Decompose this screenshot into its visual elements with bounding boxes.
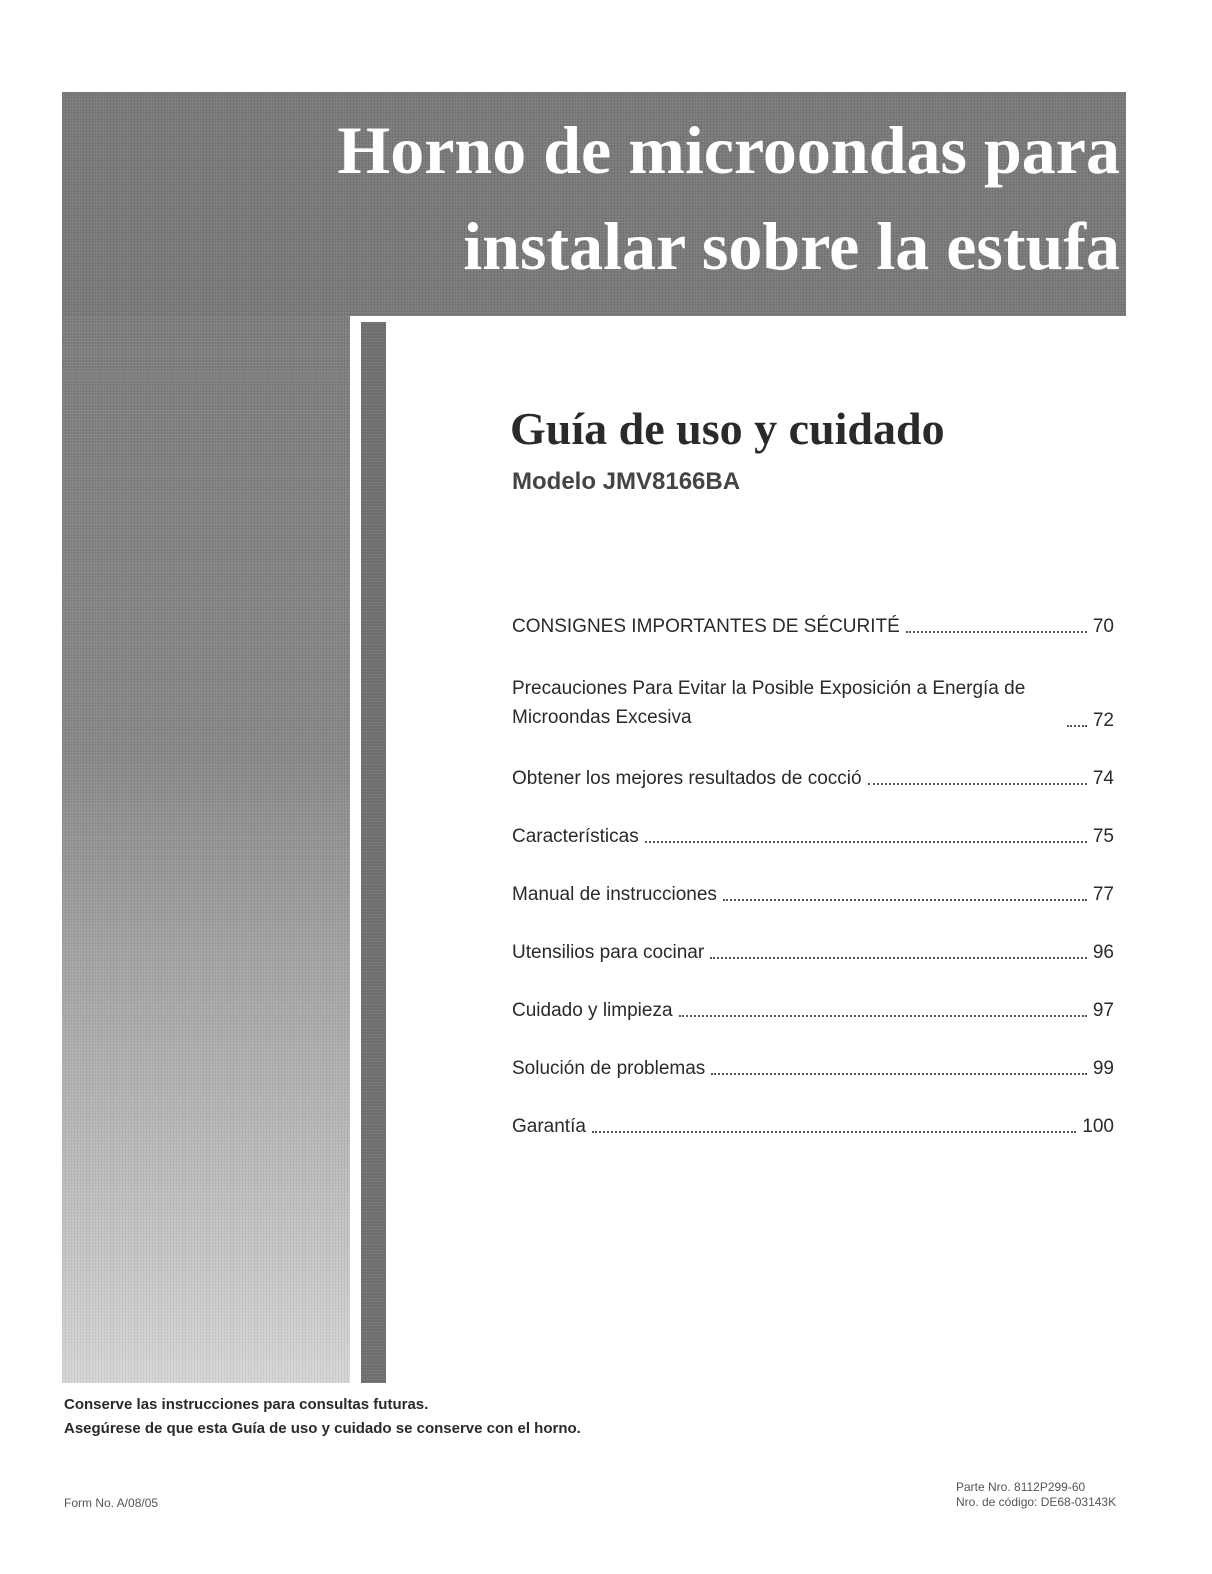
toc-entry-instructions[interactable] — [512, 884, 1114, 906]
banner-title-line-1: Horno de microondas para — [337, 112, 1120, 188]
toc-entry-label: CONSIGNES IMPORTANTES DE SÉCURITÉ — [512, 616, 900, 637]
note-line-1: Conserve las instrucciones para consultas futuras. — [64, 1396, 429, 1413]
toc-leader-dots — [710, 957, 1087, 959]
toc-leader-dots — [679, 1015, 1087, 1017]
toc-leader-dots — [868, 783, 1087, 785]
form-number: Form No. A/08/05 — [64, 1496, 159, 1510]
toc-page-number: 74 — [1092, 768, 1114, 789]
table-of-contents — [512, 616, 1114, 1174]
toc-page-number: 75 — [1092, 826, 1114, 847]
note-line-2: Asegúrese de que esta Guía de uso y cuidado se conserve con el horno. — [64, 1420, 581, 1437]
toc-entry-label: Garantía — [512, 1116, 586, 1137]
toc-entry-label: Manual de instrucciones — [512, 884, 717, 905]
toc-entry-label: Cuidado y limpieza — [512, 1000, 673, 1021]
decorative-gradient-panel — [62, 316, 350, 1383]
toc-entry-label: Precauciones Para Evitar la Posible Exposición a Energía de Microondas Excesiva — [512, 678, 1026, 728]
title-banner — [62, 92, 1126, 316]
toc-leader-dots — [723, 899, 1087, 901]
toc-entry-features[interactable] — [512, 826, 1114, 848]
toc-page-number: 100 — [1082, 1116, 1114, 1137]
keep-instructions-note — [64, 1393, 581, 1441]
toc-page-number: 70 — [1092, 616, 1114, 637]
guide-title: Guía de uso y cuidado — [510, 403, 945, 454]
model-number: Modelo JMV8166BA — [512, 468, 741, 495]
part-number: Parte Nro. 8112P299-60 — [956, 1480, 1086, 1494]
toc-entry-label: Utensilios para cocinar — [512, 942, 705, 963]
banner-title — [337, 102, 1120, 294]
toc-page-number: 97 — [1092, 1000, 1114, 1021]
toc-entry-label: Obtener los mejores resultados de cocció — [512, 768, 862, 789]
toc-page-number: 72 — [1092, 710, 1114, 731]
toc-page-number: 99 — [1092, 1058, 1114, 1079]
part-info — [956, 1480, 1116, 1510]
toc-leader-dots — [592, 1131, 1076, 1133]
toc-entry-best-results[interactable] — [512, 768, 1114, 790]
toc-entry-troubleshooting[interactable] — [512, 1058, 1114, 1080]
toc-leader-dots — [1067, 725, 1087, 727]
toc-page-number: 96 — [1092, 942, 1114, 963]
toc-page-number: 77 — [1092, 884, 1114, 905]
toc-entry-warranty[interactable] — [512, 1116, 1114, 1138]
toc-leader-dots — [711, 1073, 1087, 1075]
decorative-vertical-bar — [361, 322, 386, 1383]
toc-leader-dots — [906, 631, 1087, 633]
toc-entry-precautions[interactable] — [512, 674, 1114, 732]
toc-entry-label: Solución de problemas — [512, 1058, 706, 1079]
toc-entry-care-cleaning[interactable] — [512, 1000, 1114, 1022]
banner-title-line-2: instalar sobre la estufa — [463, 208, 1120, 284]
code-number: Nro. de código: DE68-03143K — [956, 1495, 1117, 1509]
toc-entry-cookware[interactable] — [512, 942, 1114, 964]
toc-entry-label: Características — [512, 826, 639, 847]
toc-leader-dots — [645, 841, 1087, 843]
toc-entry-safety[interactable] — [512, 616, 1114, 638]
